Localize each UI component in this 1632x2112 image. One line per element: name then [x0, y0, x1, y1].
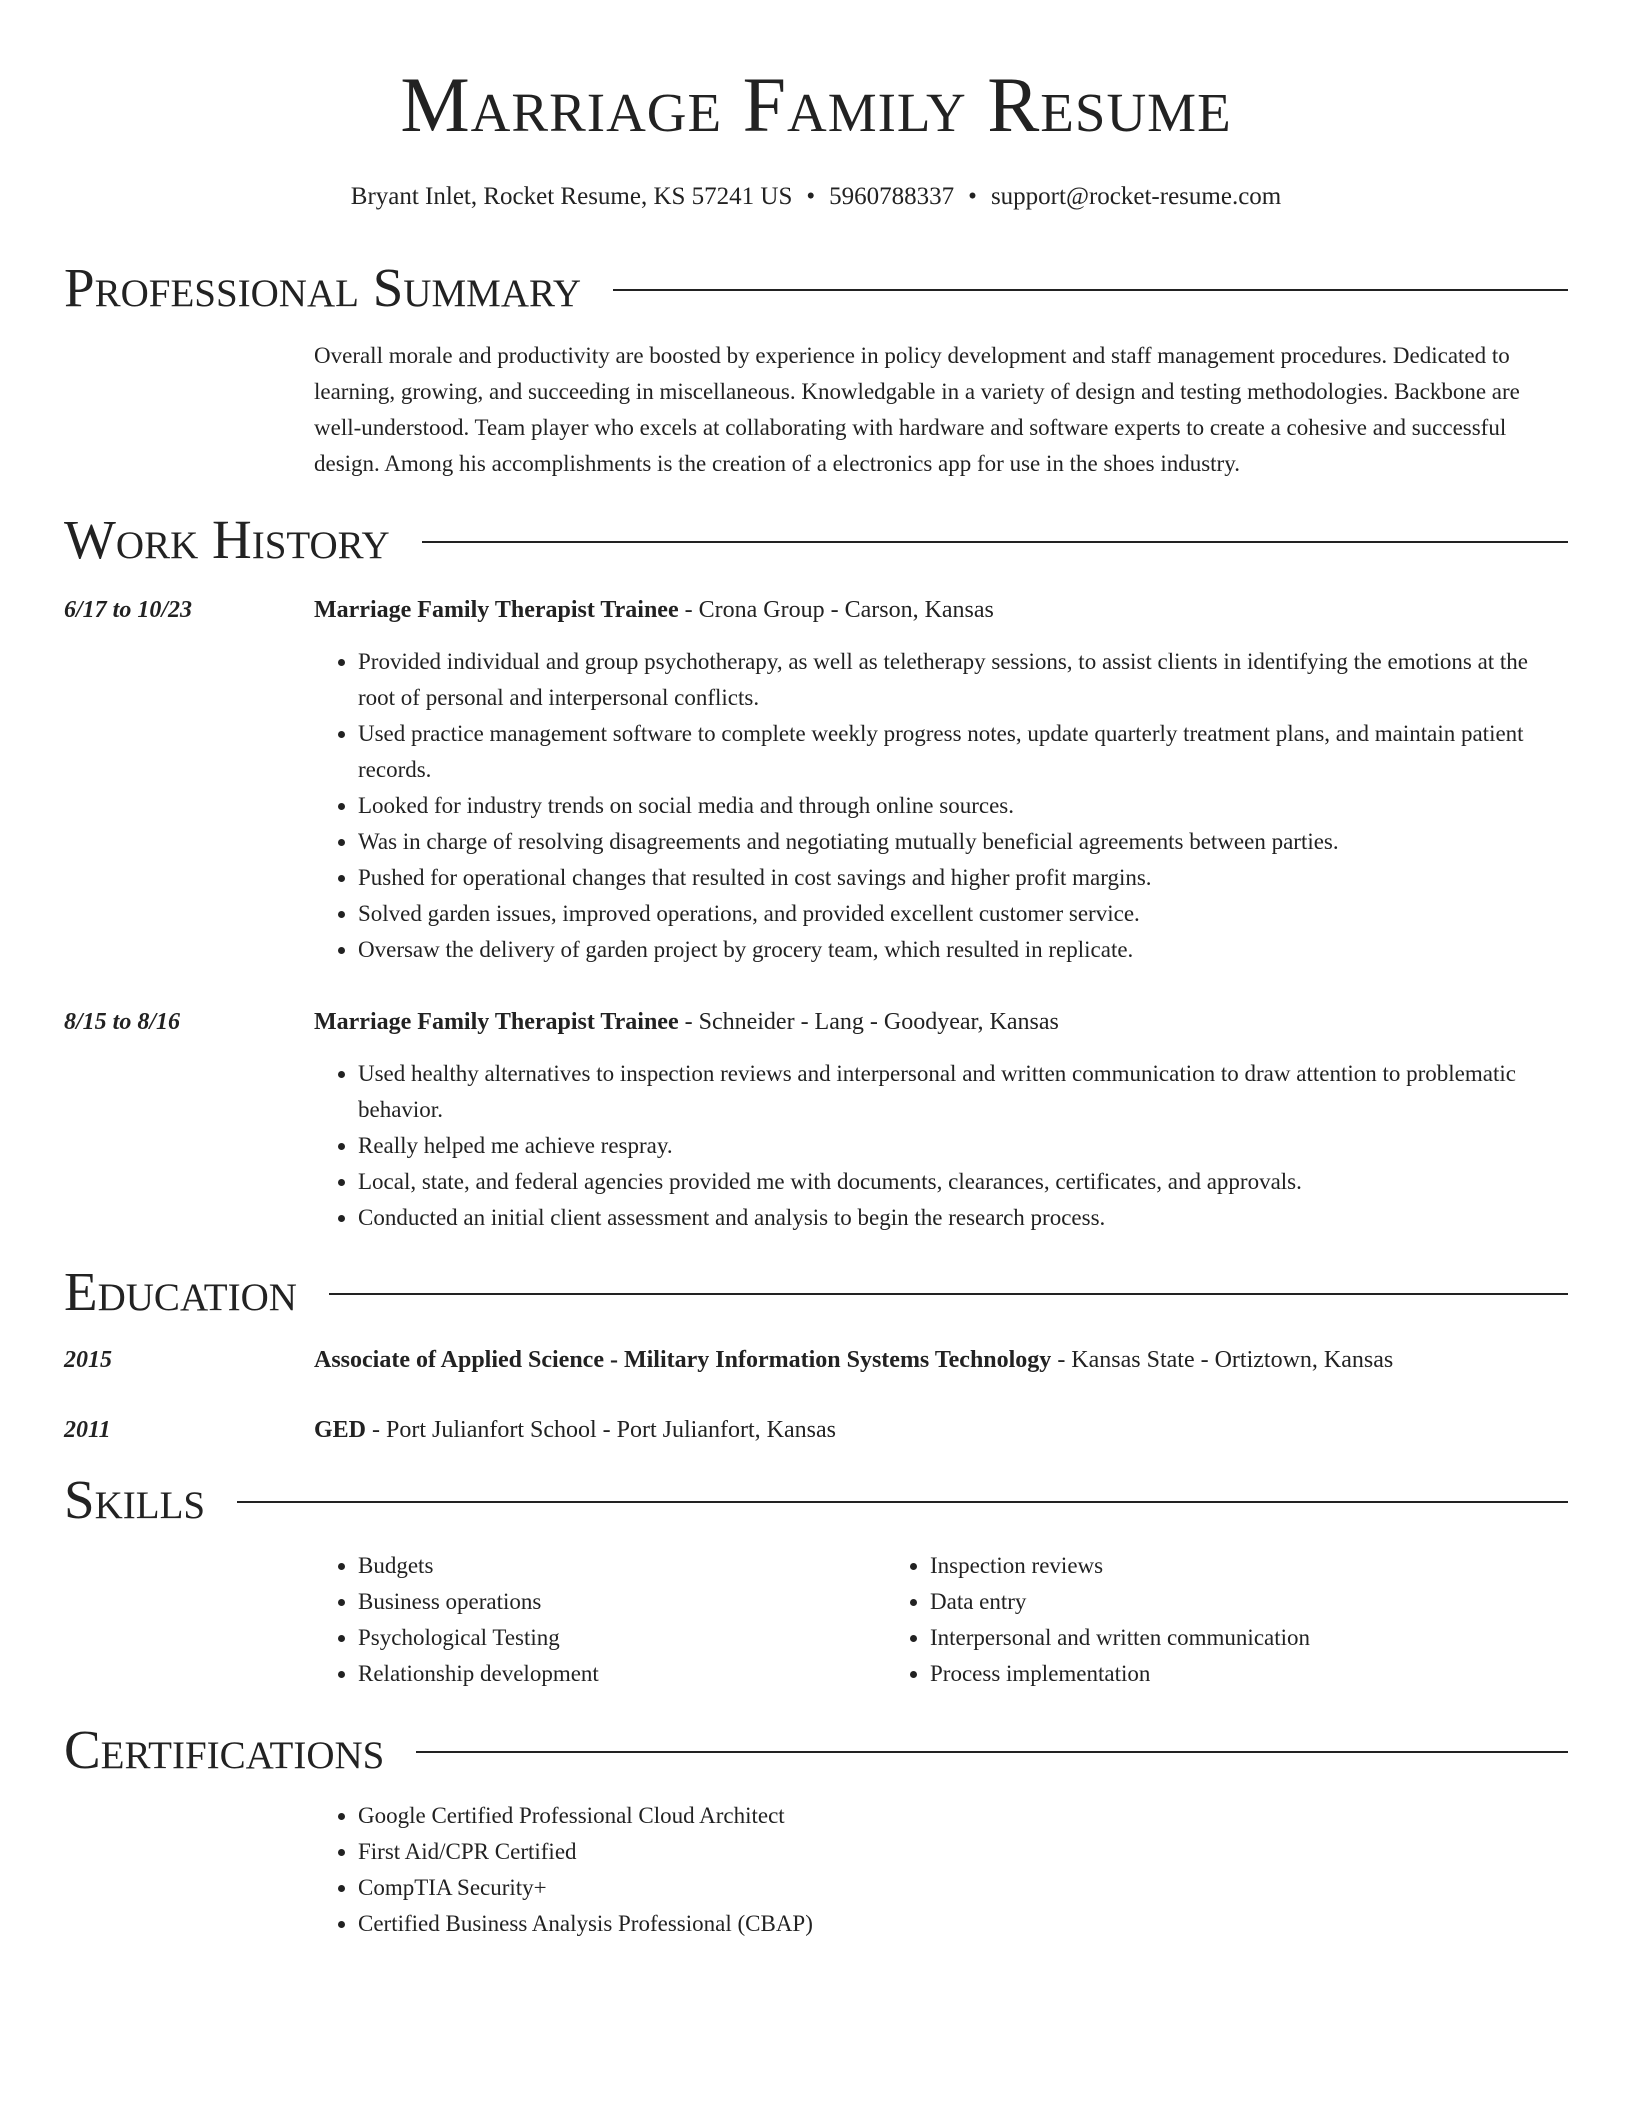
certifications-container — [314, 1798, 1568, 1942]
certification-item: • CompTIA Security+ — [358, 1870, 1568, 1906]
skill-item: • Budgets — [358, 1548, 886, 1584]
contact-address: Bryant Inlet, Rocket Resume, KS 57241 US — [350, 183, 793, 210]
job-title: Marriage Family Therapist Trainee — [314, 1009, 679, 1035]
certification-item: • First Aid/CPR Certified — [358, 1834, 1568, 1870]
job-bullets-container — [314, 1040, 1568, 1236]
job-bullets-row — [64, 628, 1568, 968]
education-line — [314, 1412, 1568, 1448]
section-divider — [329, 1293, 1568, 1295]
education-section-header — [64, 1262, 1568, 1322]
section-divider — [422, 541, 1568, 543]
work-heading: Work History — [64, 509, 390, 570]
job-dates: 6/17 to 10/23 — [64, 597, 193, 623]
job-bullet: • Used practice management software to complete weekly progress notes, update quarterly treatment plans, and maintain patient records. — [358, 716, 1568, 788]
job-header-row — [64, 1004, 1568, 1040]
skills-section-header — [64, 1470, 1568, 1530]
education-year: 2015 — [64, 1347, 112, 1373]
education-degree: GED — [314, 1417, 367, 1443]
skills-grid — [314, 1548, 1568, 1692]
contact-separator: • — [968, 183, 977, 210]
job-bullet: • Conducted an initial client assessment and analysis to begin the research process. — [358, 1200, 1568, 1236]
certifications-heading: Certifications — [64, 1719, 385, 1780]
job-header-row — [64, 592, 1568, 628]
skills-container — [314, 1530, 1568, 1692]
job-bullet: • Solved garden issues, improved operations, and provided excellent customer service. — [358, 896, 1568, 932]
job-bullet: • Was in charge of resolving disagreements and negotiating mutually beneficial agreements between parties. — [358, 824, 1568, 860]
job-bullets-container — [314, 628, 1568, 968]
job-bullet: • Local, state, and federal agencies provided me with documents, clearances, certificates, and approvals. — [358, 1164, 1568, 1200]
skill-item: • Relationship development — [358, 1656, 886, 1692]
education-details: - Kansas State - Ortiztown, Kansas — [1051, 1347, 1394, 1373]
certifications-row — [64, 1780, 1568, 1942]
skill-item: • Process implementation — [930, 1656, 1458, 1692]
contact-separator: • — [806, 183, 816, 210]
skills-list-left — [314, 1548, 886, 1692]
section-divider — [416, 1751, 1568, 1753]
certification-item: • Certified Business Analysis Professional (CBAP) — [358, 1906, 1568, 1942]
certification-item: • Google Certified Professional Cloud Architect — [358, 1798, 1568, 1834]
job-entry — [64, 592, 1568, 968]
education-entry — [64, 1412, 1568, 1448]
resume-title: Marriage Family Resume — [400, 61, 1232, 148]
section-divider — [613, 289, 1568, 291]
contact-email[interactable]: support@rocket-resume.com — [990, 183, 1282, 210]
job-details: - Schneider - Lang - Goodyear, Kansas — [678, 1009, 1059, 1035]
skill-item: • Psychological Testing — [358, 1620, 886, 1656]
job-title-line — [314, 592, 1568, 628]
skill-item: • Inspection reviews — [930, 1548, 1458, 1584]
job-bullet-list — [314, 644, 1568, 968]
job-dates: 8/15 to 8/16 — [64, 1009, 181, 1035]
education-details: - Port Julianfort School - Port Julianfort, Kansas — [366, 1417, 836, 1443]
job-bullet: • Pushed for operational changes that resulted in cost savings and higher profit margins. — [358, 860, 1568, 896]
job-details: - Crona Group - Carson, Kansas — [678, 597, 994, 623]
certifications-section-header — [64, 1720, 1568, 1780]
job-bullet: • Used healthy alternatives to inspection reviews and interpersonal and written communication to draw attention to problematic behavior. — [358, 1056, 1568, 1128]
section-divider — [237, 1501, 1568, 1503]
job-bullet-list — [314, 1056, 1568, 1236]
contact-line — [64, 182, 1568, 212]
job-bullets-row — [64, 1040, 1568, 1236]
skill-item: • Data entry — [930, 1584, 1458, 1620]
summary-text: Overall morale and productivity are boosted by experience in policy development and staff management procedures. Dedicated to learning, growing, and succeeding in miscellaneous. Knowledgable in a variety of design and testing methodologies. Backbone are well-understood. Team player who excels at collaborating with hardware and software experts to create a cohesive and successful design. Among his accomplishments is the creation of a electronics app for use in the shoes industry. — [314, 343, 1520, 476]
skills-row — [64, 1530, 1568, 1692]
job-bullet: • Provided individual and group psychotherapy, as well as teletherapy sessions, to assist clients in identifying the emotions at the root of personal and interpersonal conflicts. — [358, 644, 1568, 716]
education-entry — [64, 1342, 1568, 1378]
summary-heading: Professional Summary — [64, 257, 582, 318]
work-section-header — [64, 510, 1568, 570]
education-line — [314, 1342, 1568, 1378]
job-bullet: • Really helped me achieve respray. — [358, 1128, 1568, 1164]
job-title-line — [314, 1004, 1568, 1040]
job-title: Marriage Family Therapist Trainee — [314, 597, 679, 623]
skill-item: • Interpersonal and written communication — [930, 1620, 1458, 1656]
job-bullet: • Oversaw the delivery of garden project by grocery team, which resulted in replicate. — [358, 932, 1568, 968]
skills-list-right — [886, 1548, 1458, 1692]
skill-item: • Business operations — [358, 1584, 886, 1620]
summary-section-header — [64, 258, 1568, 318]
job-entry — [64, 1004, 1568, 1236]
education-year: 2011 — [64, 1417, 111, 1443]
contact-phone: 5960788337 — [829, 183, 955, 210]
skills-heading: Skills — [64, 1469, 206, 1530]
education-heading: Education — [64, 1261, 297, 1322]
certifications-list — [314, 1798, 1568, 1942]
education-degree: Associate of Applied Science - Military Information Systems Technology — [314, 1347, 1052, 1373]
job-bullet: • Looked for industry trends on social media and through online sources. — [358, 788, 1568, 824]
summary-row — [64, 338, 1568, 482]
